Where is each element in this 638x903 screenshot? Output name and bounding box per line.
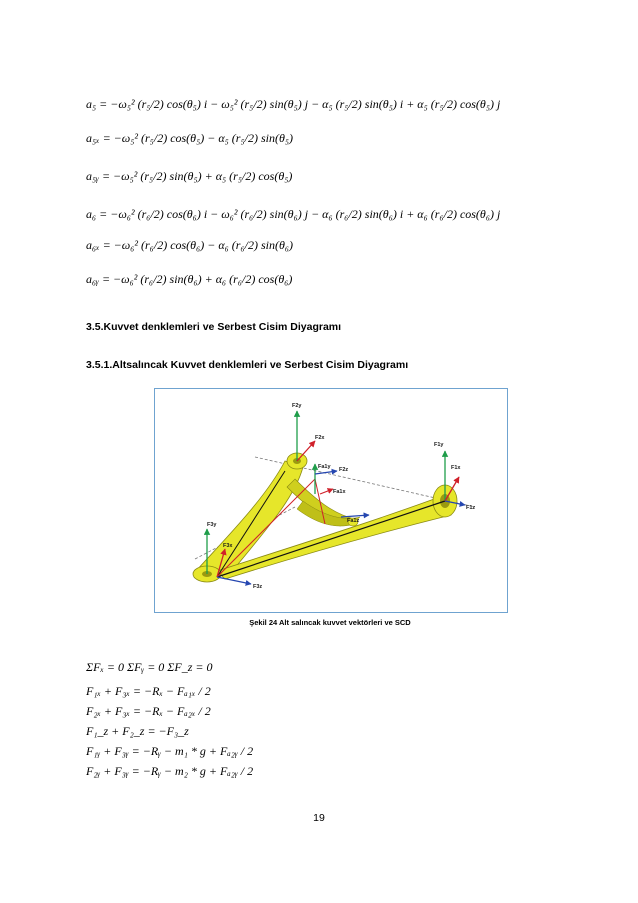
figure-lower-control-arm [154, 388, 508, 613]
equation-a6: a₆ = −ω₆² (r₆/2) cos(θ₆) i − ω₆² (r₆/2) sin(θ₆) j − α₆ (r₆/2) sin(θ₆) i + α₆ (r₆/2) cos(θ₆) j [86, 207, 501, 221]
equation-a6y: a₆ᵧ = −ω₆² (r₆/2) sin(θ₆) + α₆ (r₆/2) cos(θ₆) [86, 272, 293, 286]
vector-f2z [315, 471, 337, 474]
force-equation-2: F₂ₓ + F₃ₓ = −Rₓ − Fₐ₂ₓ / 2 [86, 704, 211, 718]
equilibrium-equation: ΣFₓ = 0 ΣFᵧ = 0 ΣF_z = 0 [86, 660, 213, 674]
equation-a5: a₅ = −ω₅² (r₅/2) cos(θ₅) i − ω₅² (r₅/2) sin(θ₅) j − α₅ (r₅/2) sin(θ₅) i + α₅ (r₅/2) cos(θ₅) j [86, 97, 501, 111]
vector-f1x-label: F1x [451, 465, 461, 471]
force-equation-4: F₁ᵧ + F₃ᵧ = −Rᵧ − m₁ * g + Fₐ₂ᵧ / 2 [86, 744, 254, 758]
page-number: 19 [313, 812, 325, 824]
vector-f1z-label: F1z [466, 505, 476, 511]
vector-fa1z-label: Fa1z [347, 518, 360, 524]
vector-f3x-label: F3x [223, 543, 233, 549]
vector-fa1x-label: Fa1x [333, 489, 346, 495]
vector-f2y-label: F2y [292, 403, 302, 409]
vector-f3z-label: F3z [253, 584, 263, 590]
vector-f2z-label: F2z [339, 467, 349, 473]
equation-a6x: a₆ₓ = −ω₆² (r₆/2) cos(θ₆) − α₆ (r₆/2) sin(θ₆) [86, 238, 294, 252]
equation-a5y: a₅ᵧ = −ω₅² (r₅/2) sin(θ₅) + α₅ (r₅/2) cos(θ₅) [86, 169, 293, 183]
section-heading: 3.5.Kuvvet denklemleri ve Serbest Cisim Diyagramı [86, 321, 342, 333]
force-equation-3: F₁_z + F₂_z = −F₃_z [86, 724, 189, 738]
vector-fa1y-label: Fa1y [318, 464, 331, 470]
vector-f3z [217, 577, 251, 584]
vector-f1y-label: F1y [434, 442, 444, 448]
vector-f2x-label: F2x [315, 435, 325, 441]
vector-f3y-label: F3y [207, 522, 217, 528]
vector-fa1x [320, 489, 333, 494]
force-equation-1: F₁ₓ + F₃ₓ = −Rₓ − Fₐ₁ₓ / 2 [86, 684, 211, 698]
figure-caption: Şekil 24 Alt salıncak kuvvet vektörleri ve SCD [249, 618, 411, 627]
subsection-heading: 3.5.1.Altsalıncak Kuvvet denklemleri ve Serbest Cisim Diyagramı [86, 359, 409, 371]
free-body-diagram [155, 389, 507, 612]
force-equation-5: F₂ᵧ + F₃ᵧ = −Rᵧ − m₂ * g + Fₐ₂ᵧ / 2 [86, 764, 254, 778]
equation-a5x: a₅ₓ = −ω₅² (r₅/2) cos(θ₅) − α₅ (r₅/2) sin(θ₅) [86, 131, 294, 145]
